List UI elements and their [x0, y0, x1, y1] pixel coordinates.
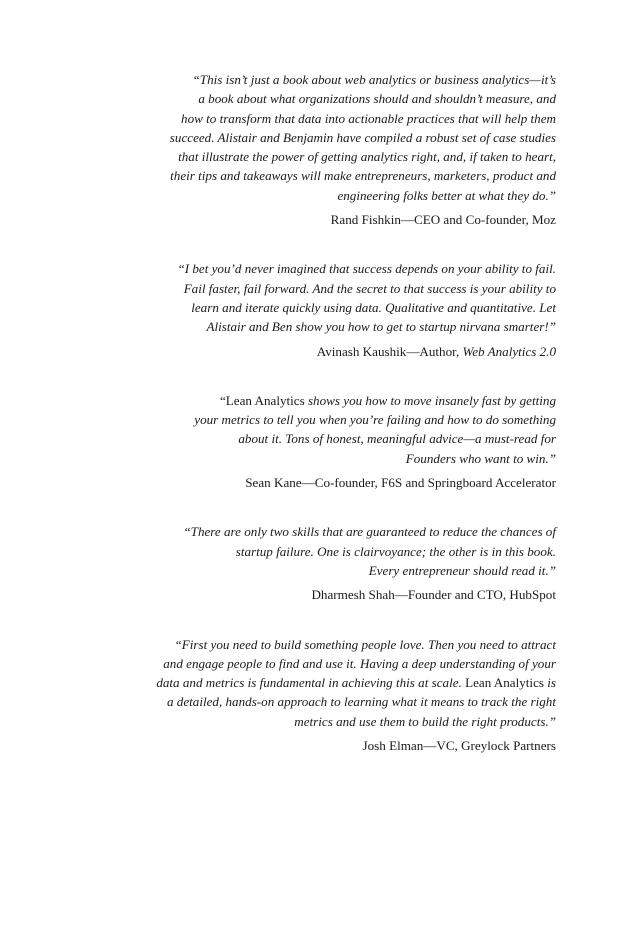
quote-line: startup failure. One is clairvoyance; the other is in this book.	[235, 543, 556, 559]
quote-line: succeed. Alistair and Benjamin have compiled a robust set of case studies	[169, 129, 556, 145]
quote-line: Every entrepreneur should read it.”	[368, 562, 556, 578]
endorsement-attribution: Rand Fishkin—CEO and Co-founder, Moz	[330, 212, 556, 228]
quote-line: is	[543, 675, 556, 691]
endorsements-page	[60, 70, 556, 755]
quote-line: “There are only two skills that are guaranteed to reduce the chances of	[183, 524, 556, 540]
endorsement-attribution: Dharmesh Shah—Founder and CTO, HubSpot	[311, 587, 556, 603]
quote-line: a detailed, hands-on approach to learning what it means to track the right	[166, 694, 556, 710]
quote-line: Alistair and Ben show you how to get to startup nirvana smarter!”	[206, 319, 556, 335]
endorsement-josh-elman	[60, 635, 556, 756]
quote-line: a book about what organizations should and shouldn’t measure, and	[198, 91, 556, 107]
quote-line: that illustrate the power of getting analytics right, and, if taken to heart,	[178, 149, 556, 165]
endorsement-avinash-kaushik	[60, 259, 556, 360]
quote-line: and engage people to find and use it. Having a deep understanding of your	[163, 655, 556, 671]
quote-line: your metrics to tell you when you’re failing and how to do something	[194, 412, 556, 428]
quote-line: about it. Tons of honest, meaningful advice—a must-read for	[238, 431, 556, 447]
quote-line: “I bet you’d never imagined that success depends on your ability to fail.	[177, 261, 556, 277]
endorsement-quote	[60, 522, 556, 580]
endorsement-quote	[60, 259, 556, 336]
quote-line: their tips and takeaways will make entrepreneurs, marketers, product and	[170, 168, 556, 184]
endorsement-quote	[60, 635, 556, 731]
endorsement-attribution: Josh Elman—VC, Greylock Partners	[362, 738, 556, 754]
quote-book-title: Lean Analytics	[465, 675, 544, 691]
endorsement-dharmesh-shah	[60, 522, 556, 604]
quote-line: learn and iterate quickly using data. Qualitative and quantitative. Let	[191, 299, 556, 315]
endorsement-quote	[60, 391, 556, 468]
endorsement-quote	[60, 70, 556, 205]
quote-line: “This isn’t just a book about web analytics or business analytics—it’s	[192, 72, 556, 87]
quote-line: Founders who want to win.”	[405, 450, 556, 466]
endorsement-attribution	[60, 342, 556, 361]
quote-line: Fail faster, fail forward. And the secret to that success is your ability to	[183, 280, 556, 296]
attribution-book-title: Web Analytics 2.0	[462, 343, 556, 359]
quote-line: metrics and use them to build the right products.”	[294, 713, 556, 729]
quote-line: engineering folks better at what they do.”	[337, 187, 556, 203]
quote-line: “First you need to build something people love. Then you need to attract	[174, 636, 556, 652]
quote-line: how to transform that data into actionable practices that will help them	[181, 110, 556, 126]
quote-book-title: “Lean Analytics	[219, 392, 305, 408]
endorsement-attribution: Sean Kane—Co-founder, F6S and Springboard Accelerator	[245, 475, 556, 491]
quote-line: shows you how to move insanely fast by getting	[304, 392, 556, 408]
attribution-name: Avinash Kaushik—Author,	[316, 343, 463, 359]
endorsement-rand-fishkin	[60, 70, 556, 229]
quote-line: data and metrics is fundamental in achieving this at scale.	[156, 675, 466, 691]
endorsement-sean-kane	[60, 391, 556, 492]
